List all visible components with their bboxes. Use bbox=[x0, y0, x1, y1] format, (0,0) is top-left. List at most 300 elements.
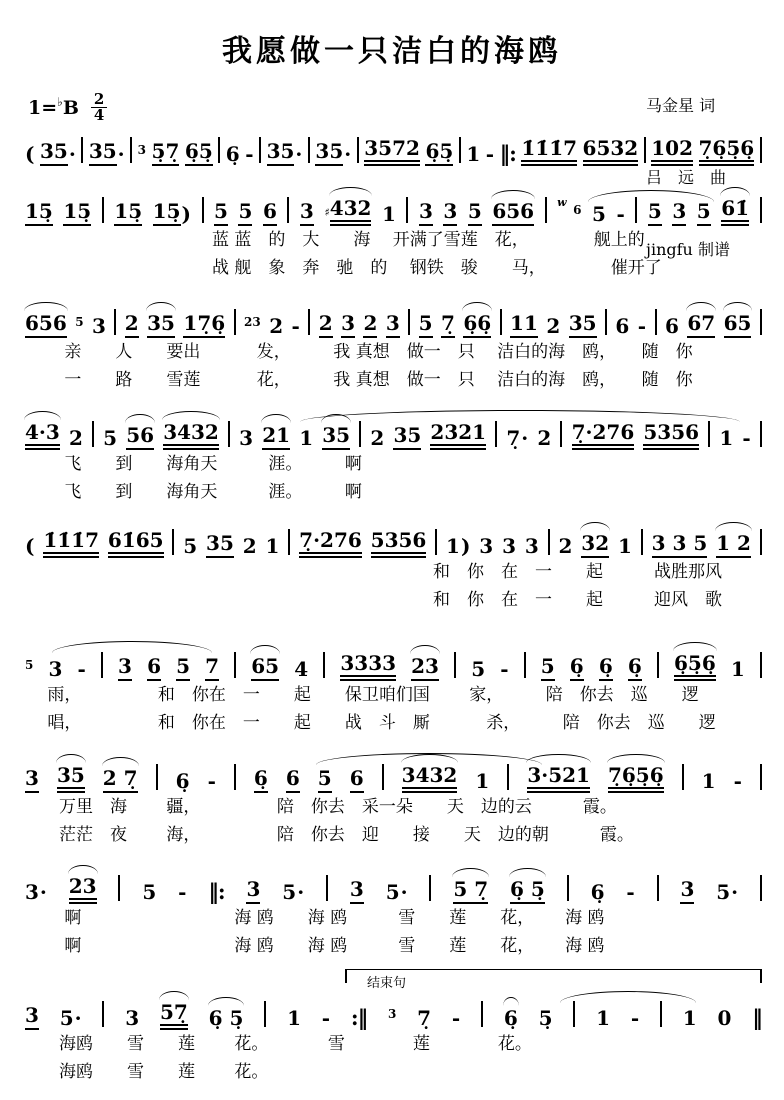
note-group bbox=[315, 139, 351, 166]
note-group bbox=[479, 534, 493, 558]
barline bbox=[760, 652, 762, 678]
system-6 bbox=[25, 645, 762, 737]
barline bbox=[114, 309, 116, 335]
note-group bbox=[176, 769, 190, 793]
note-group: - bbox=[178, 880, 187, 904]
note-group bbox=[521, 136, 577, 166]
note-group bbox=[25, 766, 39, 793]
mordent-ornament-icon: w bbox=[557, 196, 567, 209]
note-group: 1 bbox=[701, 769, 716, 793]
note-group: 6̣ bbox=[503, 1006, 518, 1030]
lyrics-line-1: 海鸥 雪 莲 花。 雪 莲 花。 bbox=[25, 1034, 532, 1054]
note-group bbox=[468, 199, 482, 226]
note-group bbox=[446, 534, 470, 558]
note-group: 56 bbox=[126, 423, 154, 450]
note-group: 1 bbox=[730, 657, 745, 681]
lyrics-line-2: 和 你 在 一 起 迎风 歌 bbox=[25, 590, 722, 610]
note-group bbox=[618, 534, 632, 558]
note-group bbox=[699, 136, 755, 166]
barline bbox=[264, 1001, 266, 1027]
note-group bbox=[652, 531, 708, 558]
note-group bbox=[160, 1000, 188, 1030]
note-group bbox=[648, 199, 662, 226]
note-group bbox=[363, 311, 377, 338]
note-group: 35 bbox=[89, 139, 117, 166]
barline bbox=[359, 421, 361, 447]
barline bbox=[234, 309, 236, 335]
note-group bbox=[419, 311, 433, 338]
note-group bbox=[118, 654, 132, 681]
duration-dot-or-paren: · bbox=[68, 142, 76, 166]
note-group: 3 bbox=[502, 534, 516, 558]
note-group bbox=[178, 880, 186, 904]
repeat-end-barline bbox=[351, 1006, 367, 1030]
barline bbox=[81, 137, 83, 163]
note-group: 35 bbox=[267, 139, 295, 166]
note-group bbox=[546, 314, 560, 338]
note-group: 5 bbox=[59, 1006, 74, 1030]
note-group: 67 bbox=[687, 311, 715, 338]
note-group bbox=[103, 426, 117, 450]
grace-note: 3 bbox=[388, 1007, 397, 1021]
note-group bbox=[382, 202, 396, 226]
note-group bbox=[370, 426, 384, 450]
note-group: 5 bbox=[592, 202, 606, 226]
barline bbox=[545, 197, 547, 223]
repeat-begin-barline: ‖: bbox=[499, 141, 516, 166]
note-group: 6̣ bbox=[628, 654, 642, 681]
barline bbox=[682, 764, 684, 790]
note-group: 35 bbox=[569, 311, 597, 338]
barline bbox=[459, 137, 461, 163]
note-group: 3 bbox=[25, 1003, 39, 1030]
note-group bbox=[126, 423, 154, 450]
song-title: 我愿做一只洁白的海鸥 bbox=[222, 34, 562, 69]
note-group: 35 bbox=[322, 423, 350, 450]
lyricist-credit: 马金星 词 bbox=[646, 96, 716, 115]
system-7 bbox=[25, 757, 762, 849]
barline bbox=[429, 875, 431, 901]
note-group: 6̣ bbox=[590, 880, 605, 904]
note-group bbox=[350, 766, 364, 793]
note-group: 4 bbox=[294, 657, 309, 681]
barline bbox=[156, 764, 158, 790]
note-group bbox=[371, 528, 427, 558]
duration-dot-or-paren: · bbox=[74, 1006, 82, 1030]
transcriber-credit: jingfu 制谱 bbox=[646, 240, 730, 259]
note-group bbox=[591, 880, 605, 904]
note-group: 35 bbox=[206, 531, 234, 558]
note-group bbox=[430, 420, 486, 450]
note-group: 5 7̣ bbox=[453, 877, 488, 904]
note-group: 1 bbox=[299, 426, 314, 450]
note-group bbox=[25, 1003, 39, 1030]
note-group bbox=[214, 199, 228, 226]
note-group bbox=[596, 1006, 610, 1030]
note-group: 15̣ bbox=[153, 199, 181, 226]
note-group bbox=[672, 199, 686, 226]
note-group: - bbox=[500, 657, 509, 681]
note-group: 2 bbox=[370, 426, 385, 450]
note-group: 2321 bbox=[430, 420, 486, 450]
note-group: 5 bbox=[214, 199, 228, 226]
barline bbox=[507, 764, 509, 790]
note-group bbox=[142, 880, 156, 904]
mordent-ornament-icon bbox=[557, 196, 567, 226]
note-group bbox=[628, 654, 642, 681]
barline bbox=[657, 652, 659, 678]
note-group: 15̣ bbox=[63, 199, 91, 226]
note-group: 5 bbox=[176, 654, 190, 681]
note-group: 65 bbox=[251, 654, 279, 681]
note-group: 2 bbox=[68, 426, 83, 450]
note-group bbox=[510, 311, 538, 338]
system-5 bbox=[25, 522, 762, 614]
notation-line bbox=[25, 994, 762, 1030]
note-group bbox=[25, 199, 53, 226]
barline bbox=[259, 137, 261, 163]
note-group bbox=[183, 534, 197, 558]
note-group: 5 bbox=[103, 426, 118, 450]
note-group: 3432 bbox=[402, 763, 458, 793]
note-group bbox=[282, 880, 304, 904]
note-group: 7̣ bbox=[441, 311, 455, 338]
note-group bbox=[183, 311, 225, 338]
note-group: 3 bbox=[25, 766, 39, 793]
tonic-label: 1= bbox=[28, 96, 58, 119]
note-group bbox=[292, 314, 300, 338]
note-group: 3 bbox=[672, 199, 686, 226]
barline bbox=[101, 652, 103, 678]
note-group bbox=[92, 314, 106, 338]
note-group: 1 bbox=[596, 1006, 611, 1030]
note-group bbox=[537, 426, 551, 450]
grace-note bbox=[25, 658, 34, 681]
note-group: 5 bbox=[142, 880, 157, 904]
lyrics-line-1: 和 你 在 一 起 战胜那风 bbox=[25, 562, 722, 582]
lyrics-line-2: 茫茫 夜 海， 陪 你去 迎 接 天 边的朝 霞。 bbox=[25, 825, 634, 845]
barline bbox=[406, 197, 408, 223]
note-group: 3333 bbox=[340, 651, 396, 681]
note-group: 6̣ bbox=[599, 654, 613, 681]
barline bbox=[660, 1001, 662, 1027]
note-group: 2 bbox=[546, 314, 561, 338]
note-group: 5 bbox=[183, 534, 198, 558]
barline bbox=[760, 137, 762, 163]
note-group: - bbox=[485, 142, 495, 166]
notation-line bbox=[25, 868, 762, 904]
barline bbox=[655, 309, 657, 335]
note-group bbox=[25, 420, 60, 450]
grace-note bbox=[573, 203, 582, 226]
note-group: 57̣ bbox=[160, 1000, 188, 1030]
grace-note: 5 bbox=[25, 658, 34, 672]
barline bbox=[567, 875, 569, 901]
note-group: 6̣ bbox=[175, 769, 190, 793]
note-group: 23 bbox=[69, 874, 97, 904]
note-group bbox=[286, 766, 300, 793]
system-9 bbox=[25, 994, 762, 1086]
note-group: 1 bbox=[719, 426, 734, 450]
note-group: 35 bbox=[147, 311, 175, 338]
repeat-begin-barline bbox=[208, 880, 224, 904]
barline bbox=[644, 137, 646, 163]
note-group: 5 bbox=[648, 199, 662, 226]
note-group: 1 2 bbox=[716, 531, 751, 558]
note-group bbox=[734, 769, 742, 793]
barline bbox=[500, 309, 502, 335]
note-group bbox=[486, 142, 494, 166]
note-group: - bbox=[637, 314, 647, 338]
note-group bbox=[527, 763, 590, 793]
note-group bbox=[267, 139, 303, 166]
note-group: - bbox=[742, 426, 751, 450]
barline bbox=[326, 875, 328, 901]
note-group bbox=[386, 311, 400, 338]
note-group bbox=[350, 877, 364, 904]
lyrics-line-2: 海鸥 雪 莲 花。 bbox=[25, 1062, 269, 1082]
note-group bbox=[163, 420, 219, 450]
note-group: 15̣ bbox=[25, 199, 53, 226]
barline bbox=[228, 421, 230, 447]
note-group bbox=[239, 426, 253, 450]
note-group: 2 bbox=[269, 314, 284, 338]
grace-note: 5 bbox=[75, 315, 84, 329]
note-group: - bbox=[733, 769, 742, 793]
note-group: 6̣5̣6̣ bbox=[674, 651, 716, 681]
barline bbox=[560, 421, 562, 447]
note-group: 3 bbox=[48, 657, 63, 681]
note-group: ( bbox=[25, 534, 35, 558]
note-group bbox=[680, 877, 694, 904]
note-group bbox=[386, 880, 408, 904]
note-group bbox=[364, 136, 420, 166]
note-group bbox=[209, 1006, 244, 1030]
duration-dot-or-paren: ) bbox=[460, 534, 471, 558]
note-group: 23 bbox=[411, 654, 439, 681]
note-group bbox=[492, 199, 534, 226]
note-group bbox=[471, 657, 485, 681]
barline bbox=[102, 1001, 104, 1027]
note-group: 2 bbox=[242, 534, 257, 558]
note-group bbox=[626, 880, 634, 904]
note-group: 5 bbox=[541, 654, 555, 681]
note-group bbox=[69, 874, 97, 904]
note-group bbox=[569, 311, 597, 338]
barline bbox=[495, 421, 497, 447]
note-group bbox=[716, 531, 751, 558]
note-group: 3 bbox=[125, 1006, 140, 1030]
note-group: 2 bbox=[319, 311, 333, 338]
duration-dot-or-paren: · bbox=[39, 880, 47, 904]
barline bbox=[118, 875, 120, 901]
note-group: 3 bbox=[350, 877, 364, 904]
note-group: 6̣5̣ bbox=[185, 139, 213, 166]
note-group bbox=[402, 763, 458, 793]
note-group bbox=[245, 142, 253, 166]
note-group bbox=[299, 426, 313, 450]
note-group: 1 bbox=[682, 1006, 697, 1030]
note-group: 35 bbox=[40, 139, 68, 166]
note-group: 3 bbox=[680, 877, 694, 904]
note-group bbox=[475, 769, 489, 793]
barline bbox=[234, 764, 236, 790]
note-group bbox=[599, 654, 613, 681]
note-group: 3 bbox=[524, 534, 539, 558]
note-group bbox=[147, 311, 175, 338]
barline bbox=[308, 309, 310, 335]
note-group: 1 bbox=[265, 534, 280, 558]
barline bbox=[657, 875, 659, 901]
time-signature-denominator: 4 bbox=[93, 106, 105, 124]
lyrics-line-2: 一 路 雪莲 花， 我 真想 做一 只 洁白的海 鸥， 随 你 bbox=[25, 370, 693, 390]
note-group bbox=[638, 314, 646, 338]
note-group bbox=[294, 657, 308, 681]
note-group: 3 3 5 bbox=[652, 531, 708, 558]
note-group: 6 bbox=[664, 314, 679, 338]
note-group: 5 bbox=[468, 199, 482, 226]
note-group bbox=[581, 531, 609, 558]
note-group: 6532 bbox=[583, 136, 639, 166]
note-group bbox=[125, 1006, 139, 1030]
barline bbox=[760, 529, 762, 555]
barline bbox=[92, 421, 94, 447]
note-group bbox=[665, 314, 679, 338]
note-group: 5 bbox=[385, 880, 400, 904]
note-group: 21 bbox=[262, 423, 290, 450]
note-group bbox=[243, 534, 257, 558]
note-group: 5 bbox=[471, 657, 486, 681]
note-group: 5356 bbox=[643, 420, 699, 450]
barline bbox=[760, 309, 762, 335]
note-group bbox=[324, 196, 371, 226]
note-group: 6̣ 5̣ bbox=[510, 877, 545, 904]
grace-note: 23 bbox=[244, 315, 261, 329]
note-group: 2 bbox=[558, 534, 573, 558]
note-group bbox=[525, 534, 539, 558]
duration-dot-or-paren: · bbox=[295, 142, 303, 166]
barline bbox=[760, 875, 762, 901]
note-group: 3 bbox=[300, 199, 314, 226]
final-barline: ‖ bbox=[752, 1005, 762, 1030]
note-group bbox=[651, 136, 693, 166]
note-group bbox=[500, 657, 508, 681]
note-group bbox=[453, 877, 488, 904]
note-group: 6 bbox=[147, 654, 161, 681]
lyrics-line-1: 雨， 和 你在 一 起 保卫咱们国 家， 陪 你去 巡 逻 bbox=[25, 685, 699, 705]
note-group: 1 bbox=[287, 1006, 301, 1030]
lyrics-line-2: 飞 到 海角天 涯。 啊 bbox=[25, 482, 362, 502]
note-group bbox=[615, 314, 629, 338]
note-group: 7̣·276 bbox=[299, 528, 362, 558]
barline bbox=[454, 652, 456, 678]
note-group bbox=[153, 199, 191, 226]
note-group: 17̣6̣ bbox=[183, 311, 225, 338]
note-group: 15̣ bbox=[114, 199, 142, 226]
note-group bbox=[89, 139, 125, 166]
note-group: 11 bbox=[510, 311, 538, 338]
key-signature bbox=[28, 92, 107, 123]
note-group: 3 bbox=[479, 534, 494, 558]
note-group: 35 bbox=[315, 139, 343, 166]
note-group bbox=[25, 880, 47, 904]
note-group: 432 bbox=[330, 196, 372, 226]
note-group: 35 bbox=[57, 763, 85, 793]
lyrics-line-1: 飞 到 海角天 涯。 啊 bbox=[25, 454, 362, 474]
note-group bbox=[631, 1006, 639, 1030]
lyrics-line-1: 亲 人 要出 发， 我 真想 做一 只 洁白的海 鸥， 随 你 bbox=[25, 342, 693, 362]
note-group: 32 bbox=[581, 531, 609, 558]
note-group: 7̣6̣5̣6̣ bbox=[699, 136, 755, 166]
note-group bbox=[299, 528, 362, 558]
note-group bbox=[318, 766, 332, 793]
note-group bbox=[463, 311, 491, 338]
note-group bbox=[251, 654, 279, 681]
note-group: 4·3 bbox=[25, 420, 60, 450]
note-group bbox=[572, 420, 635, 450]
final-barline bbox=[752, 1006, 762, 1030]
lyrics-line-2: 啊 海 鸥 海 鸥 雪 莲 花， 海 鸥 bbox=[25, 936, 605, 956]
note-group bbox=[683, 1006, 697, 1030]
note-group bbox=[452, 1006, 460, 1030]
system-3 bbox=[25, 302, 762, 394]
note-group bbox=[419, 199, 433, 226]
lyrics-line-1: 蓝 蓝 的 大 海 开满了雪莲 花， 舰上的 bbox=[25, 230, 645, 250]
note-group bbox=[60, 1006, 82, 1030]
note-group bbox=[103, 766, 138, 793]
note-group bbox=[559, 534, 573, 558]
composer-credit: 吕 远 曲 bbox=[646, 168, 727, 187]
note-group bbox=[322, 1006, 330, 1030]
note-group: 6̣5̣ bbox=[425, 139, 453, 166]
note-group: - bbox=[245, 142, 254, 166]
note-group bbox=[687, 311, 715, 338]
barline bbox=[102, 197, 104, 223]
note-group bbox=[208, 769, 216, 793]
note-group bbox=[263, 199, 277, 226]
note-group bbox=[718, 1006, 732, 1030]
note-group: 7 bbox=[205, 654, 219, 681]
barline bbox=[218, 137, 220, 163]
note-group bbox=[539, 1006, 553, 1030]
note-group: 5356 bbox=[371, 528, 427, 558]
note-group bbox=[592, 202, 606, 226]
note-group: 5 bbox=[716, 880, 731, 904]
barline bbox=[408, 309, 410, 335]
barline bbox=[288, 529, 290, 555]
repeat-begin-barline: ‖: bbox=[208, 879, 225, 904]
barline bbox=[524, 652, 526, 678]
note-group: 1 bbox=[617, 534, 632, 558]
note-group bbox=[502, 534, 516, 558]
note-group bbox=[466, 142, 480, 166]
note-group: 6 bbox=[286, 766, 300, 793]
note-group: 3 bbox=[239, 426, 254, 450]
ending-bracket bbox=[345, 969, 762, 991]
note-group: 61̇ bbox=[721, 196, 749, 226]
note-group: 5̣ bbox=[538, 1006, 553, 1030]
note-group bbox=[147, 654, 161, 681]
note-group: 65 bbox=[724, 311, 752, 338]
barline bbox=[435, 529, 437, 555]
notation-line bbox=[25, 522, 762, 558]
note-group bbox=[393, 423, 421, 450]
duration-dot-or-paren: · bbox=[297, 880, 305, 904]
note-group: - bbox=[630, 1006, 640, 1030]
note-group bbox=[262, 423, 290, 450]
barline bbox=[323, 652, 325, 678]
note-group: 656 bbox=[492, 199, 534, 226]
